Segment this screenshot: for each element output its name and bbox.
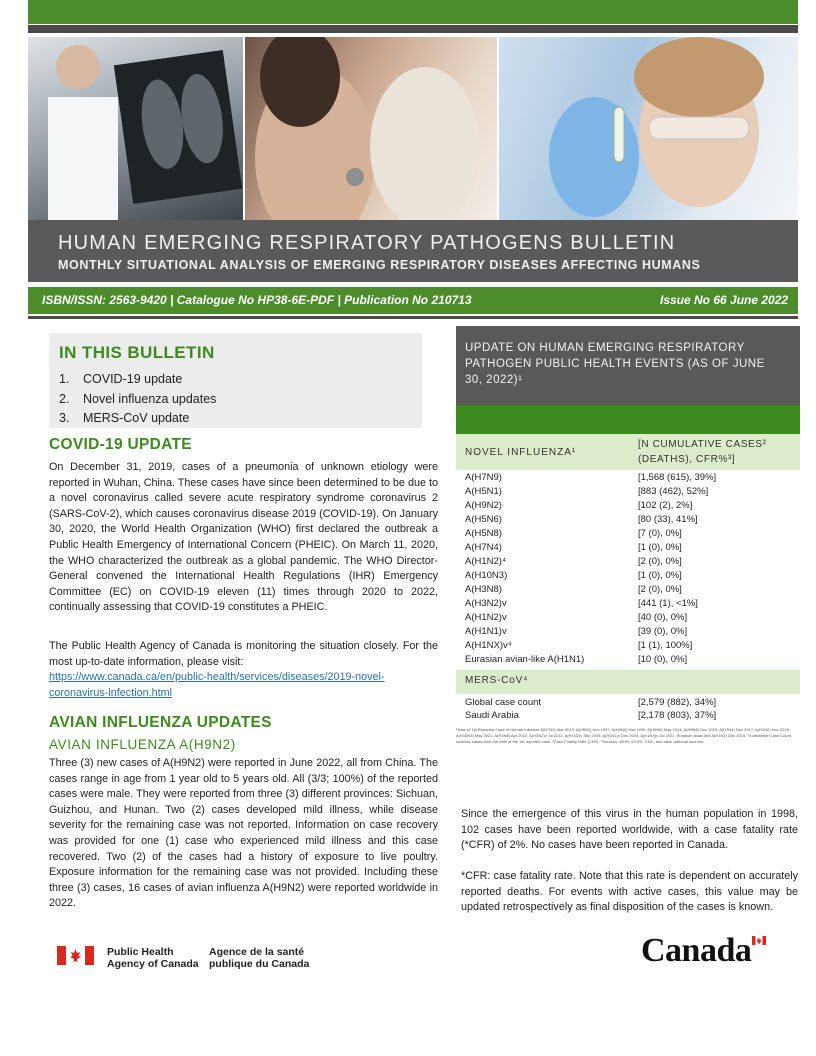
subtype-cell: Eurasian avian-like A(H1N1): [465, 654, 585, 665]
region-cell: Saudi Arabia: [465, 710, 519, 721]
column-header-cases: [638, 437, 767, 467]
case-count-cell: [39 (0), 0%]: [638, 626, 688, 637]
toc-item-label: Novel influenza updates: [83, 391, 217, 406]
table-row: [465, 500, 795, 513]
subtype-cell: A(H3N8): [465, 584, 502, 595]
subtype-cell: A(H1NX)v⁴: [465, 640, 512, 651]
agency-fr-line2: publique du Canada: [209, 958, 310, 970]
toc-item-label: MERS-CoV update: [83, 411, 190, 425]
covid-monitoring-paragraph: [49, 639, 438, 701]
case-count-cell: [40 (0), 0%]: [638, 612, 688, 623]
case-count-cell: [441 (1), <1%]: [638, 598, 698, 609]
table-row: [465, 640, 795, 653]
sidebar-green-band: [456, 405, 800, 434]
agency-name-french: [209, 946, 309, 970]
bulletin-title: HUMAN EMERGING RESPIRATORY PATHOGENS BULLETIN: [58, 232, 676, 254]
lab-scientist-photo: [499, 37, 798, 220]
case-count-cell: [7 (0), 0%]: [638, 528, 682, 539]
subtype-cell: A(H5N8): [465, 528, 502, 539]
table-row: [465, 472, 795, 485]
cfr-note-paragraph: *CFR: case fatality rate. Note that this rate is dependent on accurately reported deaths. For events with active cases, this value may be updated retrospectively as final disposition of the cases is known.: [461, 870, 798, 914]
canada-wordmark: Canada: [641, 932, 752, 969]
toc-item-number: 2.: [59, 391, 70, 406]
divider-line: [28, 316, 798, 319]
toc-item[interactable]: [59, 390, 216, 410]
case-count-cell: [1 (0), 0%]: [638, 570, 682, 581]
toc-item[interactable]: [59, 370, 216, 390]
case-count-cell: [10 (0), 0%]: [638, 654, 688, 665]
sidebar-heading: UPDATE ON HUMAN EMERGING RESPIRATORY PATHOGEN PUBLIC HEALTH EVENTS (AS OF JUNE 30, 2022)¹: [465, 342, 765, 386]
agency-fr-line1: Agence de la santé: [209, 946, 305, 958]
toc-item-number: 3.: [59, 411, 70, 425]
case-count-cell: [2,579 (882), 34%]: [638, 697, 717, 708]
table-row: [465, 486, 795, 499]
subtype-cell: A(H1N2)v: [465, 612, 507, 623]
monitoring-text: The Public Health Agency of Canada is monitoring the situation closely. For the most up-to-date information, please visit:: [49, 640, 438, 668]
cases-header-line2: (DEATHS), CFR%³]: [638, 454, 736, 465]
toc-title: IN THIS BULLETIN: [59, 343, 215, 362]
subtype-cell: A(H7N9): [465, 472, 502, 483]
agency-name-english: [107, 946, 199, 970]
subtype-cell: A(H5N6): [465, 514, 502, 525]
top-gray-bar: [28, 25, 798, 33]
covid-info-link[interactable]: https://www.canada.ca/en/public-health/services/diseases/2019-novel-coronavirus-infection.html: [49, 671, 385, 699]
region-cell: Global case count: [465, 697, 542, 708]
table-row: [465, 528, 795, 541]
subtype-cell: A(H1N1)v: [465, 626, 507, 637]
subtype-cell: A(H1N2)⁴: [465, 556, 507, 567]
h9n2-summary-paragraph: Since the emergence of this virus in the human population in 1998, 102 cases have been reported worldwide, with a case fatality rate (*CFR) of 2%. No cases have been reported in Canada.: [461, 808, 798, 852]
bulletin-subtitle: MONTHLY SITUATIONAL ANALYSIS OF EMERGING RESPIRATORY DISEASES AFFECTING HUMANS: [58, 258, 701, 272]
table-row: [465, 514, 795, 527]
avian-heading: AVIAN INFLUENZA UPDATES: [49, 714, 272, 731]
subtype-cell: A(H3N2)v: [465, 598, 507, 609]
toc-item-number: 1.: [59, 372, 70, 386]
case-count-cell: [1 (0), 0%]: [638, 542, 682, 553]
table-row: [465, 626, 795, 639]
wordmark-flag-icon: [752, 936, 766, 945]
table-footnotes: ¹Date of 1st Reported Case of Human Infection A(H7N9) Mar 2013; A(H5N1) Nov 1997; A(H9N2) Mar 1999; A(H5N6) May 2014; A(H5N8) Dec 2020; A(H7N4) Dec 2017; A(H1N2) Nov 2018; A(H10N3) May 2021; A(H3N8) Apr 2022; A(H3N2)v Jul 2011; A(H1N2)v Sep 2005; A(H1N1)v Dec 2005; A(H1NX)v Jul 2021; Eurasian avian-like A(H1N1) Dec 2015. ²Cumulative Case Count includes cases from the date of the 1st reported case. ³Case Fatality Rate (CFR). ⁴Sources: WHO, ECDC, CDC, and other national sources.: [456, 727, 791, 744]
top-green-bar: [28, 0, 798, 24]
table-row: [465, 584, 795, 597]
xray-photo: [28, 37, 243, 220]
canada-flag-icon: [57, 946, 94, 965]
case-count-cell: [2,178 (803), 37%]: [638, 710, 717, 721]
agency-en-line1: Public Health: [107, 946, 174, 958]
h9n2-paragraph: Three (3) new cases of A(H9N2) were reported in June 2022, all from China. The cases range in age from 1 year old to 5 years old. All (3/3; 100%) of the reported cases were male. They were reported from three (3) different provinces: Sichuan, Guizhou, and Hunan. Two (2) cases developed mild illness, while disease severity for the remaining case was not reported. Information on case recovery was provided for one (1) case who experienced mild illness and this case recovered. Two (2) of the cases had a history of exposure to live poultry. Exposure information for the remaining case was not provided. Including these three (3) cases, 16 cases of avian influenza A(H9N2) were reported worldwide in 2022.: [49, 757, 438, 910]
subtype-cell: A(H10N3): [465, 570, 508, 581]
mers-table-row: [465, 697, 795, 710]
column-header-influenza: NOVEL INFLUENZA¹: [465, 447, 577, 458]
cases-header-line1: [N CUMULATIVE CASES²: [638, 439, 767, 450]
case-count-cell: [1 (1), 100%]: [638, 640, 693, 651]
agency-en-line2: Agency of Canada: [107, 958, 199, 970]
isbn-text: ISBN/ISSN: 2563-9420 | Catalogue No HP38-6E-PDF | Publication No 210713: [42, 293, 472, 307]
toc-item-label: COVID-19 update: [83, 372, 183, 386]
table-row: [465, 542, 795, 555]
case-count-cell: [80 (33), 41%]: [638, 514, 698, 525]
table-row: [465, 612, 795, 625]
subtype-cell: A(H7N4): [465, 542, 502, 553]
toc-list: [59, 370, 216, 429]
issue-number: Issue No 66 June 2022: [660, 293, 789, 307]
stethoscope-photo: [245, 37, 497, 220]
toc-item[interactable]: [59, 409, 216, 429]
case-count-cell: [2 (0), 0%]: [638, 584, 682, 595]
case-count-cell: [883 (462), 52%]: [638, 486, 709, 497]
table-row: [465, 598, 795, 611]
covid-heading: COVID-19 UPDATE: [49, 436, 192, 453]
mers-table-row: [465, 710, 795, 723]
case-count-cell: [1,568 (615), 39%]: [638, 472, 717, 483]
subtype-cell: A(H9N2): [465, 500, 502, 511]
case-count-cell: [2 (0), 0%]: [638, 556, 682, 567]
case-count-cell: [102 (2), 2%]: [638, 500, 693, 511]
subtype-cell: A(H5N1): [465, 486, 502, 497]
table-row: [465, 556, 795, 569]
table-row: [465, 654, 795, 667]
h9n2-subheading: AVIAN INFLUENZA A(H9N2): [49, 737, 236, 752]
mers-label: MERS-CoV⁴: [465, 675, 529, 686]
table-row: [465, 570, 795, 583]
covid-paragraph: On December 31, 2019, cases of a pneumonia of unknown etiology were reported in Wuhan, China. These cases have since been determined to be due to a novel coronavirus called severe acute respiratory syndrome coronavirus 2 (SARS-CoV-2), which causes coronavirus disease 2019 (COVID-19). On January 30, 2020, the World Health Organization (WHO) first declared the outbreak a Public Health Emergency of International Concern (PHEIC). On March 11, 2020, the WHO characterized the outbreak as a global pandemic. The WHO Director-General convened the International Health Regulations (IHR) Emergency Committee (EC) on COVID-19 eleven (11) times through 2020 to 2022, continually assessing that COVID-19 constitutes a PHEIC.: [49, 461, 438, 614]
